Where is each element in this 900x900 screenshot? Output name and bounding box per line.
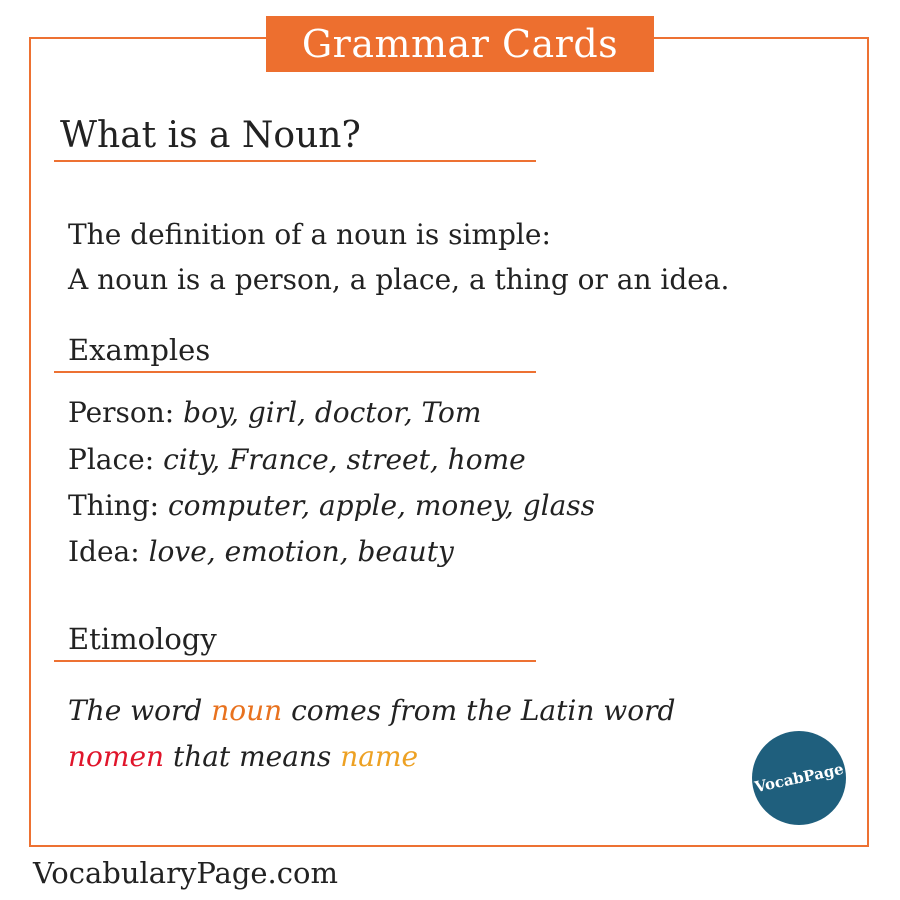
keyword-nomen: nomen — [68, 740, 165, 773]
etymology-heading: Etimology — [54, 616, 536, 662]
example-place — [68, 438, 526, 482]
example-idea — [68, 530, 454, 574]
keyword-noun: noun — [211, 694, 283, 727]
examples-heading: Examples — [54, 327, 536, 373]
example-label: Thing: — [68, 489, 160, 522]
page-title: What is a Noun? — [54, 110, 536, 162]
badge-text: VocabPage — [752, 759, 845, 797]
example-label: Place: — [68, 443, 155, 476]
etymology-line-1 — [68, 689, 675, 733]
example-label: Idea: — [68, 535, 140, 568]
etymology-line-2 — [68, 735, 418, 779]
example-person — [68, 391, 481, 435]
etymology-text: comes from the Latin word — [291, 694, 676, 727]
etymology-text: that means — [172, 740, 332, 773]
card-title-banner: Grammar Cards — [266, 16, 654, 72]
definition-line-1: The definition of a noun is simple: — [68, 218, 551, 251]
example-words: love, emotion, beauty — [148, 535, 454, 568]
etymology-text: The word — [68, 694, 203, 727]
example-thing — [68, 484, 595, 528]
definition-line-2: A noun is a person, a place, a thing or an idea. — [68, 263, 730, 296]
footer-site-link[interactable]: VocabularyPage.com — [33, 856, 338, 890]
keyword-name: name — [340, 740, 419, 773]
example-label: Person: — [68, 396, 175, 429]
example-words: boy, girl, doctor, Tom — [183, 396, 482, 429]
example-words: city, France, street, home — [163, 443, 526, 476]
vocabpage-logo-badge — [752, 731, 846, 825]
example-words: computer, apple, money, glass — [167, 489, 596, 522]
